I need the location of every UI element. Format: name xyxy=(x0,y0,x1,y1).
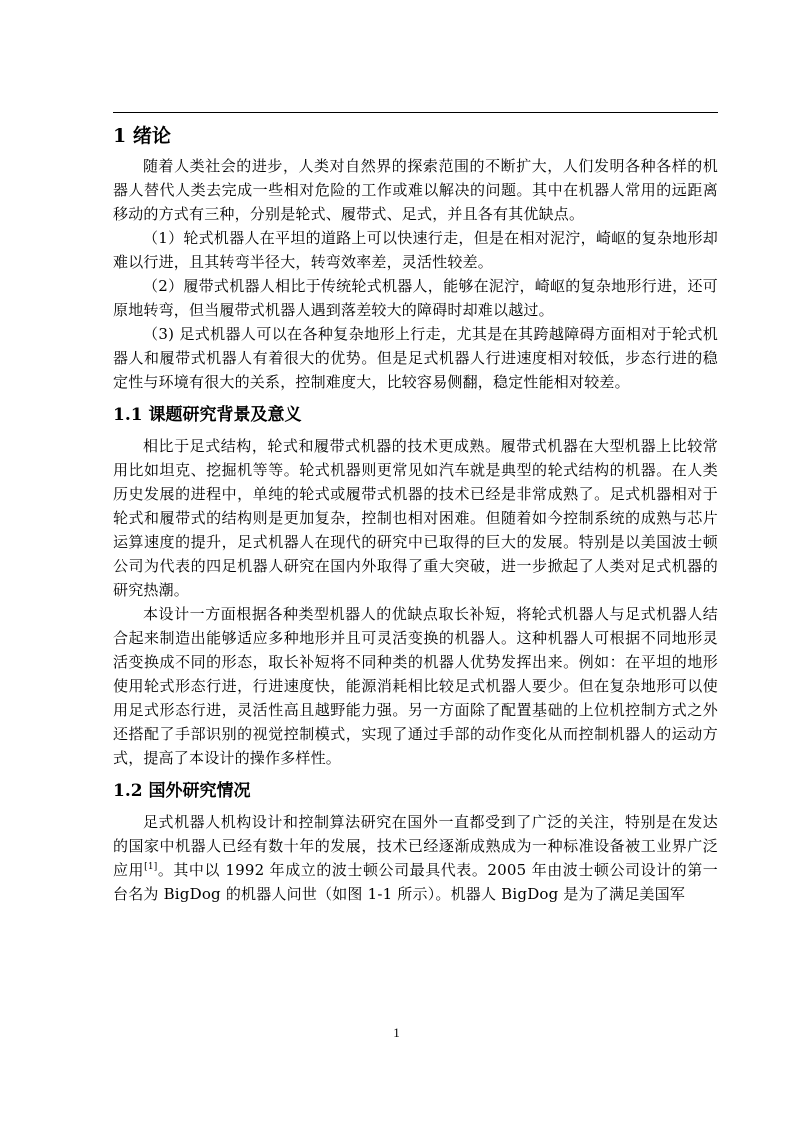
paragraph-text: 。其中以 1992 年成立的波士顿公司最具代表。2005 年由波士顿公司设计的第一台名为 BigDog 的机器人问世（如图 1-1 所示）。机器人 BigDog 是为了满足美国军 xyxy=(113,861,718,903)
page-number: 1 xyxy=(393,1025,400,1040)
citation-reference[interactable]: [1] xyxy=(144,862,158,872)
chapter-title: 1 绪论 xyxy=(113,125,171,147)
paragraph: 相比于足式结构，轮式和履带式机器的技术更成熟。履带式机器在大型机器上比较常用比如坦克、挖掘机等等。轮式机器则更常见如汽车就是典型的轮式结构的机器。在人类历史发展的进程中，单纯的轮式或履带式机器的技术已经是非常成熟了。足式机器相对于轮式和履带式的结构则是更加复杂，控制也相对困难。但随着如今控制系统的成熟与芯片运算速度的提升，足式机器人在现代的研究中已取得的巨大的发展。特别是以美国波士顿公司为代表的四足机器人研究在国内外取得了重大突破，进一步掀起了人类对足式机器的研究热潮。 xyxy=(113,437,718,599)
paragraph: （1）轮式机器人在平坦的道路上可以快速行走，但是在相对泥泞，崎岖的复杂地形却难以行进，且其转弯半径大，转弯效率差，灵活性较差。 xyxy=(113,229,718,271)
paragraph-text: 足式机器人机构设计和控制算法研究在国外一直都受到了广泛的关注，特别是在发达的国家中机器人已经有数十年的发展，技术已经逐渐成熟成为一种标准设备被工业界广泛应用 xyxy=(113,813,718,879)
paragraph: 随着人类社会的进步，人类对自然界的探索范围的不断扩大，人们发明各种各样的机器人替代人类去完成一些相对危险的工作或难以解决的问题。其中在机器人常用的远距离移动的方式有三种，分别是轮式、履带式、足式，并且各有其优缺点。 xyxy=(113,157,718,223)
paragraph: （2）履带式机器人相比于传统轮式机器人，能够在泥泞，崎岖的复杂地形行进，还可原地转弯，但当履带式机器人遇到落差较大的障碍时却难以越过。 xyxy=(113,277,718,319)
paragraph xyxy=(113,810,718,906)
page-body xyxy=(113,118,718,906)
header-rule xyxy=(113,112,718,113)
paragraph: （3) 足式机器人可以在各种复杂地形上行走，尤其是在其跨越障碍方面相对于轮式机器人和履带式机器人有着很大的优势。但是足式机器人行进速度相对较低，步态行进的稳定性与环境有很大的关系，控制难度大，比较容易侧翻，稳定性能相对较差。 xyxy=(113,325,718,391)
section-title: 1.1 课题研究背景及意义 xyxy=(113,405,302,425)
paragraph: 本设计一方面根据各种类型机器人的优缺点取长补短，将轮式机器人与足式机器人结合起来制造出能够适应多种地形并且可灵活变换的机器人。这种机器人可根据不同地形灵活变换成不同的形态，取长补短将不同种类的机器人优势发挥出来。例如：在平坦的地形使用轮式形态行进，行进速度快，能源消耗相比较足式机器人要少。但在复杂地形可以使用足式形态行进，灵活性高且越野能力强。另一方面除了配置基础的上位机控制方式之外还搭配了手部识别的视觉控制模式，实现了通过手部的动作变化从而控制机器人的运动方式，提高了本设计的操作多样性。 xyxy=(113,605,718,767)
section-title: 1.2 国外研究情况 xyxy=(113,781,251,801)
